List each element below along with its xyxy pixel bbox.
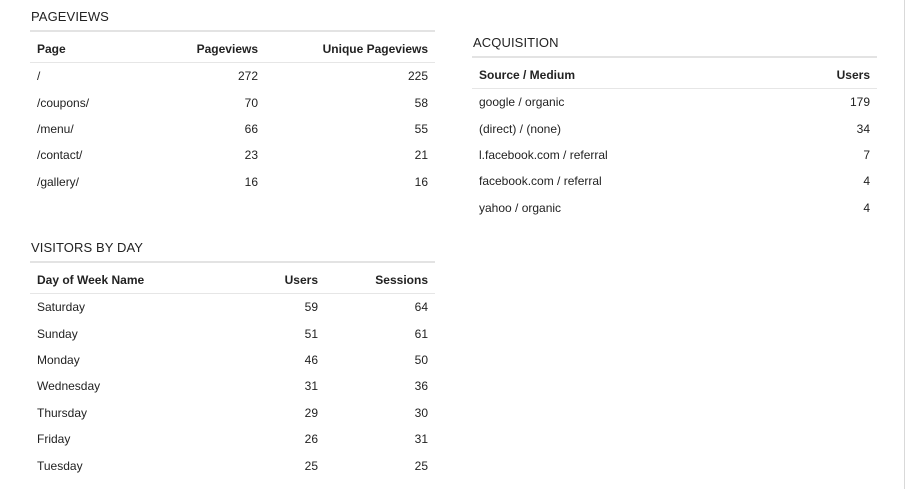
pageviews-table <box>30 32 435 195</box>
sessions-cell: 50 <box>414 352 428 367</box>
acquisition-title: ACQUISITION <box>472 34 877 58</box>
column-header-users[interactable]: Users <box>732 58 877 89</box>
day-cell: Wednesday <box>37 379 101 394</box>
day-cell: Tuesday <box>37 458 83 473</box>
page-cell: / <box>37 69 41 84</box>
acquisition-table <box>472 58 877 221</box>
day-cell: Sunday <box>37 326 78 341</box>
table-row <box>30 320 435 346</box>
users-cell: 179 <box>849 95 870 110</box>
table-row <box>30 426 435 452</box>
unique-pageviews-cell: 58 <box>414 95 428 110</box>
table-row <box>472 89 877 116</box>
table-row <box>30 63 435 90</box>
page-right-border <box>904 0 905 489</box>
source-medium-cell: facebook.com / referral <box>479 174 602 189</box>
table-row <box>472 142 877 168</box>
unique-pageviews-cell: 225 <box>407 69 428 84</box>
sessions-cell: 64 <box>414 300 428 315</box>
column-header-pageviews[interactable]: Pageviews <box>148 32 265 63</box>
source-medium-cell: l.facebook.com / referral <box>479 147 608 162</box>
table-row <box>30 347 435 373</box>
sessions-cell: 61 <box>414 326 428 341</box>
column-header-unique-pageviews[interactable]: Unique Pageviews <box>265 32 435 63</box>
column-header-day-of-week-name[interactable]: Day of Week Name <box>30 263 235 294</box>
table-row <box>30 452 435 478</box>
page-cell: /coupons/ <box>37 95 90 110</box>
pageviews-cell: 16 <box>244 174 258 189</box>
sessions-cell: 31 <box>414 432 428 447</box>
column-header-source-medium[interactable]: Source / Medium <box>472 58 732 89</box>
users-cell: 29 <box>304 405 318 420</box>
source-medium-cell: google / organic <box>479 95 565 110</box>
table-row <box>30 89 435 115</box>
users-cell: 26 <box>304 432 318 447</box>
visitors-by-day-panel <box>30 239 435 479</box>
day-cell: Thursday <box>37 405 88 420</box>
source-medium-cell: yahoo / organic <box>479 200 562 215</box>
day-cell: Friday <box>37 432 71 447</box>
users-cell: 51 <box>304 326 318 341</box>
pageviews-cell: 272 <box>237 69 258 84</box>
unique-pageviews-cell: 55 <box>414 121 428 136</box>
unique-pageviews-cell: 16 <box>414 174 428 189</box>
users-cell: 31 <box>304 379 318 394</box>
table-row <box>30 142 435 168</box>
table-row <box>30 169 435 195</box>
column-header-sessions[interactable]: Sessions <box>325 263 435 294</box>
sessions-cell: 30 <box>414 405 428 420</box>
day-cell: Saturday <box>37 300 86 315</box>
table-row <box>472 195 877 221</box>
pageviews-panel <box>30 8 435 195</box>
pageviews-cell: 70 <box>244 95 258 110</box>
acquisition-panel <box>472 34 877 221</box>
table-row <box>472 115 877 141</box>
page-cell: /gallery/ <box>37 174 80 189</box>
table-row <box>30 373 435 399</box>
page-cell: /menu/ <box>37 121 74 136</box>
pageviews-cell: 23 <box>244 148 258 163</box>
sessions-cell: 36 <box>414 379 428 394</box>
sessions-cell: 25 <box>414 458 428 473</box>
visitors-by-day-table <box>30 263 435 479</box>
users-cell: 34 <box>856 121 870 136</box>
table-header-row <box>30 263 435 294</box>
users-cell: 59 <box>304 300 318 315</box>
pageviews-cell: 66 <box>244 121 258 136</box>
table-header-row <box>472 58 877 89</box>
users-cell: 7 <box>863 147 870 162</box>
visitors-by-day-title: VISITORS BY DAY <box>30 239 435 263</box>
users-cell: 4 <box>863 200 870 215</box>
table-header-row <box>30 32 435 63</box>
table-row <box>472 168 877 194</box>
source-medium-cell: (direct) / (none) <box>479 121 562 136</box>
users-cell: 46 <box>304 352 318 367</box>
pageviews-title: PAGEVIEWS <box>30 8 435 32</box>
day-cell: Monday <box>37 352 80 367</box>
page-cell: /contact/ <box>37 148 83 163</box>
users-cell: 25 <box>304 458 318 473</box>
table-row <box>30 116 435 142</box>
column-header-page[interactable]: Page <box>30 32 148 63</box>
unique-pageviews-cell: 21 <box>414 148 428 163</box>
column-header-users[interactable]: Users <box>235 263 325 294</box>
users-cell: 4 <box>863 174 870 189</box>
table-row <box>30 294 435 321</box>
table-row <box>30 400 435 426</box>
